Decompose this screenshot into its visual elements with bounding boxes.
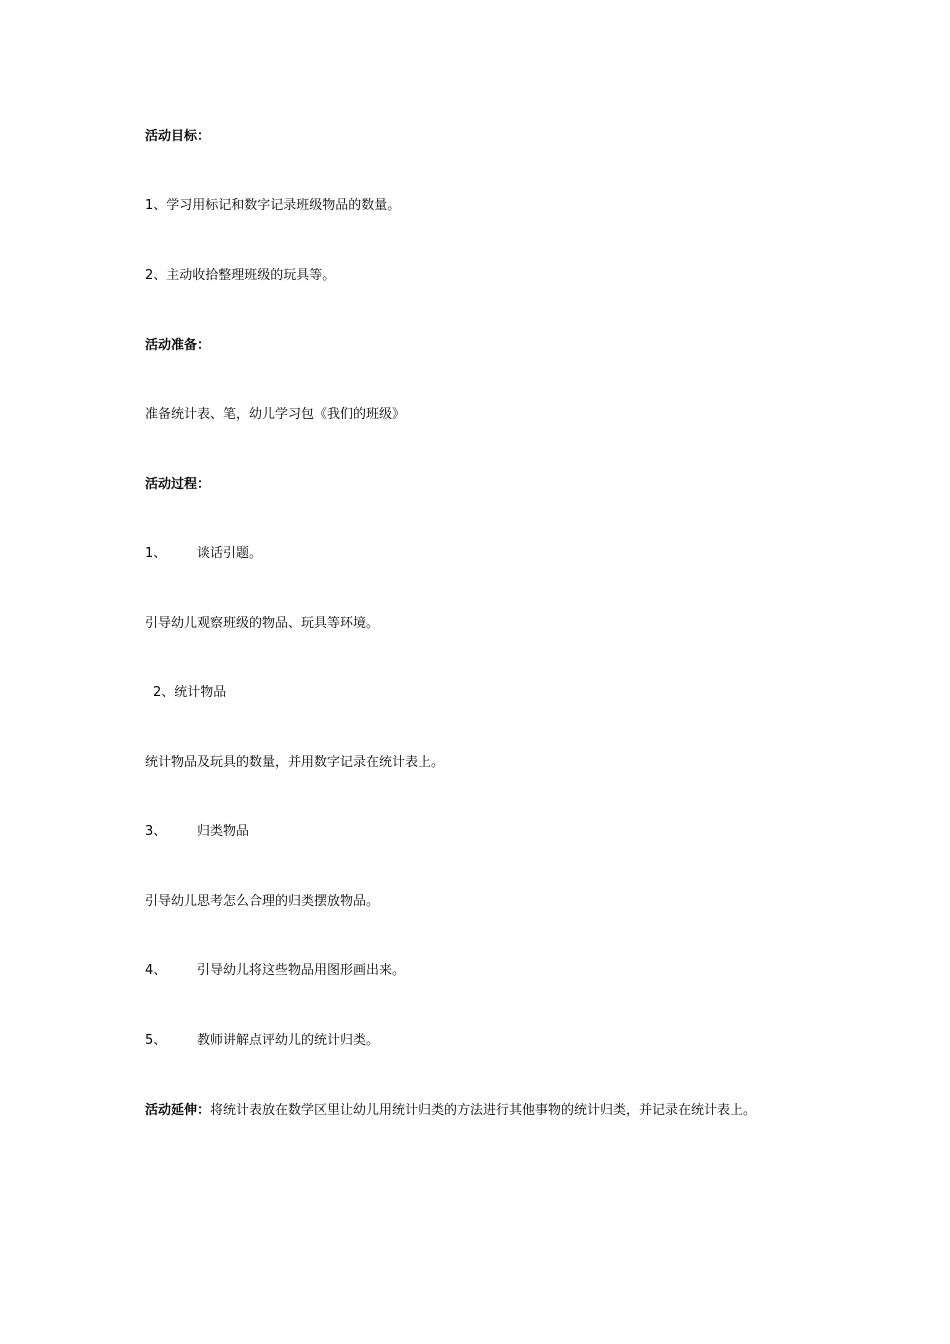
- step-1-text: 谈话引题。: [197, 546, 263, 561]
- step-4-text: 引导幼儿将这些物品用图形画出来。: [197, 963, 406, 978]
- step-2-detail: 统计物品及玩具的数量，并用数字记录在统计表上。: [145, 755, 445, 770]
- step-1: [145, 546, 262, 562]
- step-3: [145, 824, 249, 840]
- step-3-detail: 引导幼儿思考怎么合理的归类摆放物品。: [145, 894, 380, 909]
- step-3-text: 归类物品: [197, 824, 250, 839]
- step-4: [145, 963, 405, 979]
- goal-item-2: 2、主动收拾整理班级的玩具等。: [145, 268, 336, 283]
- extension: [145, 1103, 756, 1119]
- extension-text: 将统计表放在数学区里让幼儿用统计归类的方法进行其他事物的统计归类，并记录在统计表上。: [210, 1103, 757, 1118]
- extension-heading: 活动延伸：: [145, 1103, 211, 1118]
- step-5-number: 5、: [145, 1033, 167, 1048]
- prep-heading: 活动准备：: [145, 338, 211, 353]
- goal-heading: 活动目标：: [145, 129, 211, 144]
- process-heading: 活动过程：: [145, 477, 211, 492]
- step-5-text: 教师讲解点评幼儿的统计归类。: [197, 1033, 380, 1048]
- step-1-detail: 引导幼儿观察班级的物品、玩具等环境。: [145, 616, 380, 631]
- step-1-number: 1、: [145, 546, 167, 561]
- step-4-number: 4、: [145, 963, 167, 978]
- step-5: [145, 1033, 379, 1049]
- goal-item-1: 1、学习用标记和数字记录班级物品的数量。: [145, 198, 401, 213]
- step-3-number: 3、: [145, 824, 167, 839]
- prep-text: 准备统计表、笔，幼儿学习包《我们的班级》: [145, 407, 406, 422]
- step-2: 2、统计物品: [153, 685, 227, 700]
